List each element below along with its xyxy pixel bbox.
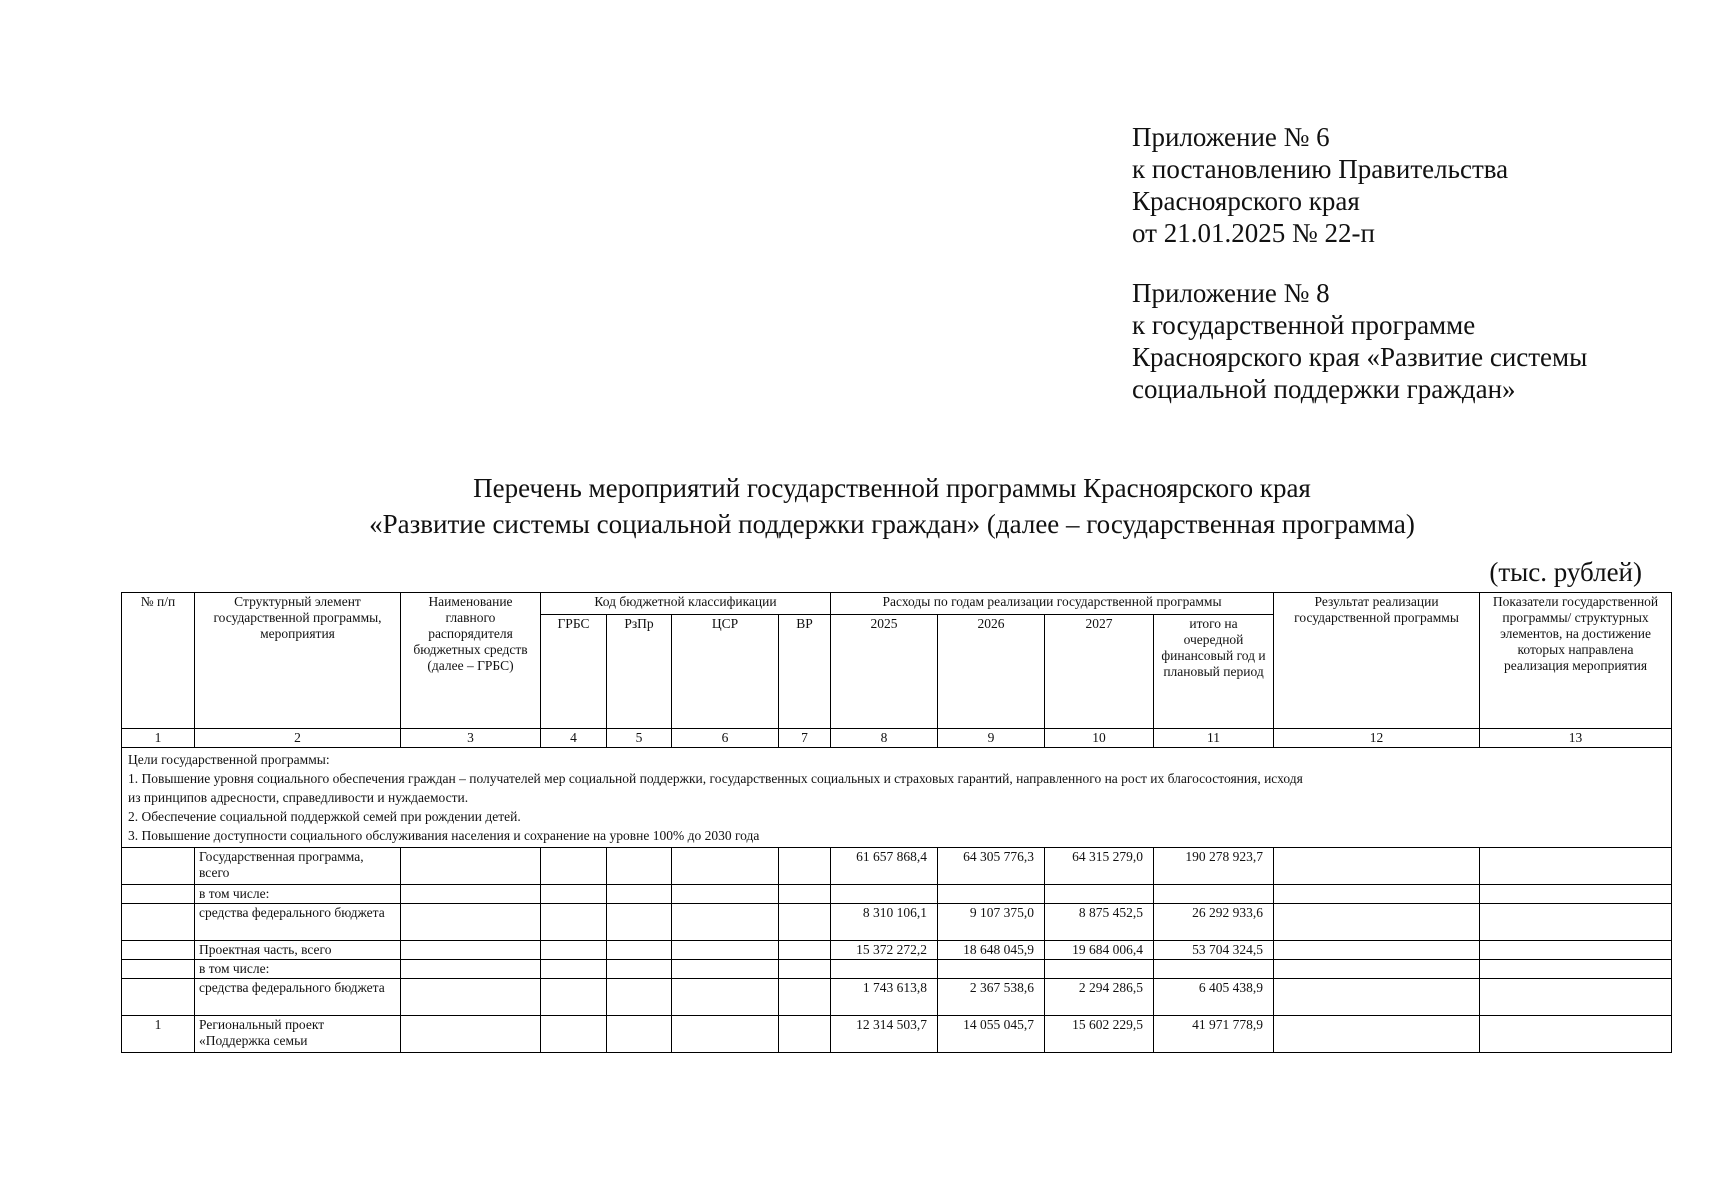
- goal-line: 1. Повышение уровня социального обеспечения граждан – получателей мер социальной поддержки, государственных социальных и страховых гарантий, направленного на рост их благосостояния, исходя: [128, 771, 1303, 786]
- appendix-8-line: Красноярского края «Развитие системы: [1132, 342, 1588, 372]
- row-name: в том числе:: [195, 960, 401, 979]
- table-row: [122, 941, 1672, 960]
- units-label: (тыс. рублей): [1489, 557, 1642, 587]
- column-number: 12: [1274, 729, 1480, 748]
- header-rzpr: РзПр: [607, 615, 672, 729]
- appendix-6-line: Красноярского края: [1132, 186, 1360, 216]
- value-2026: [938, 960, 1045, 979]
- column-number: 13: [1480, 729, 1672, 748]
- value-2025: [831, 885, 938, 904]
- column-number: 2: [195, 729, 401, 748]
- row-name: средства федерального бюджета: [195, 979, 401, 1016]
- header-2027: 2027: [1045, 615, 1154, 729]
- value-2026: 64 305 776,3: [938, 848, 1045, 885]
- value-2025: 1 743 613,8: [831, 979, 938, 1016]
- column-number: 6: [672, 729, 779, 748]
- value-2027: [1045, 960, 1154, 979]
- goal-line: из принципов адресности, справедливости и нуждаемости.: [128, 790, 469, 805]
- row-name: средства федерального бюджета: [195, 904, 401, 941]
- value-total: 53 704 324,5: [1154, 941, 1274, 960]
- value-2025: 8 310 106,1: [831, 904, 938, 941]
- value-total: 190 278 923,7: [1154, 848, 1274, 885]
- title-line-2: «Развитие системы социальной поддержки граждан» (далее – государственная программа): [369, 509, 1415, 539]
- header-result: Результат реализации государственной программы: [1274, 593, 1480, 729]
- value-2027: 15 602 229,5: [1045, 1016, 1154, 1053]
- column-number: 10: [1045, 729, 1154, 748]
- header-2026: 2026: [938, 615, 1045, 729]
- appendix-8-block: [1132, 277, 1587, 405]
- column-number: 4: [541, 729, 607, 748]
- column-number: 3: [401, 729, 541, 748]
- row-num: 1: [122, 1016, 195, 1053]
- appendix-8-line: к государственной программе: [1132, 310, 1476, 340]
- value-total: [1154, 960, 1274, 979]
- title-line-1: Перечень мероприятий государственной программы Красноярского края: [473, 473, 1311, 503]
- value-2026: 2 367 538,6: [938, 979, 1045, 1016]
- value-2026: 18 648 045,9: [938, 941, 1045, 960]
- column-number: 8: [831, 729, 938, 748]
- table-row: [122, 979, 1672, 1016]
- value-2026: 14 055 045,7: [938, 1016, 1045, 1053]
- row-num: [122, 848, 195, 885]
- value-2027: [1045, 885, 1154, 904]
- value-total: [1154, 885, 1274, 904]
- header-csr: ЦСР: [672, 615, 779, 729]
- row-name: в том числе:: [195, 885, 401, 904]
- appendix-6-line: к постановлению Правительства: [1132, 154, 1509, 184]
- table-row: [122, 1016, 1672, 1053]
- header-indicators: Показатели государственной программы/ структурных элементов, на достижение которых направлена реализация мероприятия: [1480, 593, 1672, 729]
- appendix-8-line: социальной поддержки граждан»: [1132, 374, 1516, 404]
- header-total: итого на очередной финансовый год и плановый период: [1154, 615, 1274, 729]
- column-number: 5: [607, 729, 672, 748]
- row-num: [122, 941, 195, 960]
- appendix-8-line: Приложение № 8: [1132, 278, 1330, 308]
- value-2025: [831, 960, 938, 979]
- row-name: Государственная программа, всего: [195, 848, 401, 885]
- goal-line: Цели государственной программы:: [128, 752, 330, 767]
- header-row-1: [122, 593, 1672, 615]
- value-2027: 64 315 279,0: [1045, 848, 1154, 885]
- value-total: 6 405 438,9: [1154, 979, 1274, 1016]
- header-structural-element: Структурный элемент государственной программы, мероприятия: [195, 593, 401, 729]
- row-num: [122, 885, 195, 904]
- header-vr: ВР: [779, 615, 831, 729]
- row-name: Проектная часть, всего: [195, 941, 401, 960]
- table-row: [122, 848, 1672, 885]
- column-number: 1: [122, 729, 195, 748]
- value-2025: 15 372 272,2: [831, 941, 938, 960]
- row-num: [122, 960, 195, 979]
- row-name: Региональный проект «Поддержка семьи: [195, 1016, 401, 1053]
- header-grbs-name: Наименование главного распорядителя бюджетных средств (далее – ГРБС): [401, 593, 541, 729]
- appendix-6-line: Приложение № 6: [1132, 122, 1330, 152]
- value-2025: 12 314 503,7: [831, 1016, 938, 1053]
- column-number: 9: [938, 729, 1045, 748]
- program-goals: [122, 748, 1672, 848]
- column-number: 7: [779, 729, 831, 748]
- goal-line: 3. Повышение доступности социального обслуживания населения и сохранение на уровне 100% до 2030 года: [128, 828, 760, 843]
- value-2025: 61 657 868,4: [831, 848, 938, 885]
- value-2026: 9 107 375,0: [938, 904, 1045, 941]
- column-number: 11: [1154, 729, 1274, 748]
- program-activities-table: [121, 592, 1672, 1053]
- header-num: № п/п: [122, 593, 195, 729]
- row-num: [122, 979, 195, 1016]
- document-title: [0, 470, 1726, 542]
- value-2027: 2 294 286,5: [1045, 979, 1154, 1016]
- goals-row: [122, 748, 1672, 848]
- appendix-6-line: от 21.01.2025 № 22-п: [1132, 218, 1375, 248]
- header-2025: 2025: [831, 615, 938, 729]
- header-grbs: ГРБС: [541, 615, 607, 729]
- header-expenses: Расходы по годам реализации государственной программы: [831, 593, 1274, 615]
- value-total: 26 292 933,6: [1154, 904, 1274, 941]
- row-num: [122, 904, 195, 941]
- goal-line: 2. Обеспечение социальной поддержкой семей при рождении детей.: [128, 809, 521, 824]
- table-row: [122, 904, 1672, 941]
- appendix-6-block: [1132, 121, 1508, 249]
- header-budget-code: Код бюджетной классификации: [541, 593, 831, 615]
- table-row: [122, 885, 1672, 904]
- table-row: [122, 960, 1672, 979]
- value-2027: 19 684 006,4: [1045, 941, 1154, 960]
- value-2027: 8 875 452,5: [1045, 904, 1154, 941]
- value-total: 41 971 778,9: [1154, 1016, 1274, 1053]
- column-number-row: [122, 729, 1672, 748]
- value-2026: [938, 885, 1045, 904]
